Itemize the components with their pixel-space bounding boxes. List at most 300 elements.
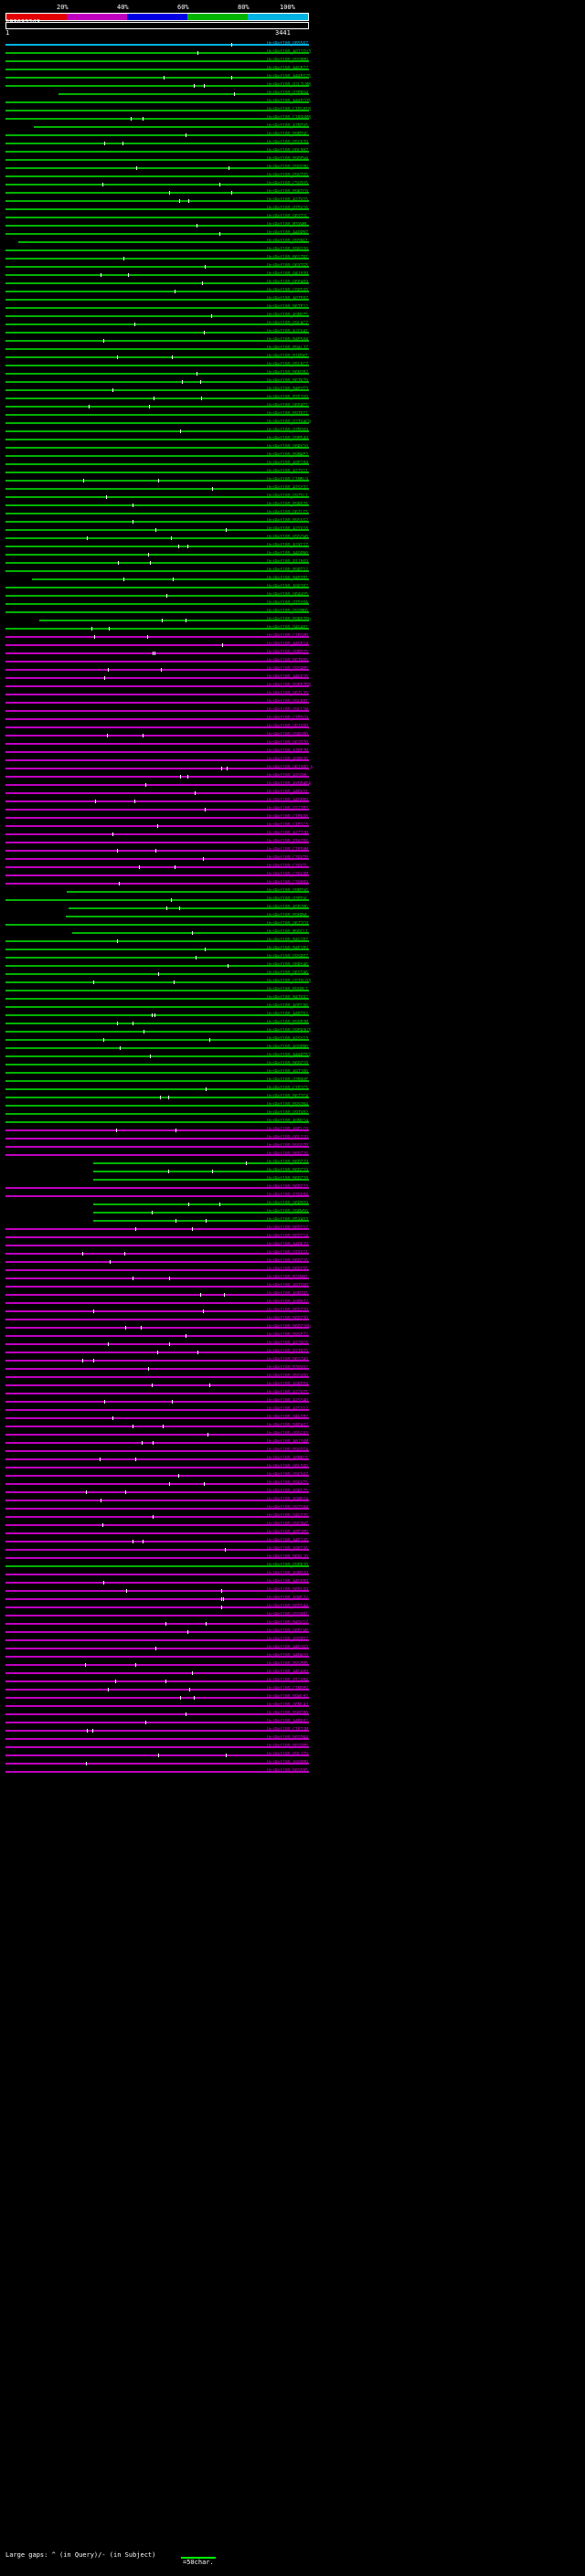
alignment-row[interactable]: [0, 846, 585, 854]
subject-label[interactable]: UniRef100_Q6Y71L: [267, 214, 308, 219]
subject-label[interactable]: UniRef100_C1MBL9: [267, 477, 308, 482]
alignment-row[interactable]: [0, 295, 585, 303]
alignment-row[interactable]: [0, 1389, 585, 1397]
subject-label[interactable]: UniRef100_Q4G401: [267, 625, 308, 631]
subject-label[interactable]: UniRef100_C1R9UM8: [267, 115, 311, 121]
subject-label[interactable]: UniRef100_A2YX18: [267, 526, 308, 532]
subject-label[interactable]: UniRef100_Q9C567: [267, 1472, 308, 1478]
alignment-row[interactable]: [0, 1002, 585, 1011]
subject-label[interactable]: UniRef100_A2SY40: [267, 1398, 308, 1404]
subject-label[interactable]: UniRef100_A4H418: [267, 1653, 308, 1659]
subject-label[interactable]: UniRef100_B6SDM5: [267, 1744, 308, 1749]
alignment-row[interactable]: [0, 1529, 585, 1537]
subject-label[interactable]: UniRef100_A9WDY4: [267, 1497, 308, 1502]
subject-label[interactable]: UniRef100_A9B036: [267, 757, 308, 762]
alignment-row[interactable]: [0, 1553, 585, 1562]
subject-label[interactable]: UniRef100_C1EDC9: [267, 716, 308, 721]
subject-label[interactable]: UniRef100_Q9ER20: [267, 1563, 308, 1568]
alignment-row[interactable]: [0, 1060, 585, 1068]
subject-label[interactable]: UniRef100_C3GVTB: [267, 855, 308, 861]
subject-label[interactable]: UniRef100_A2SY32: [267, 485, 308, 491]
subject-label[interactable]: UniRef100_C1EG818: [267, 107, 311, 112]
alignment-row[interactable]: [0, 575, 585, 583]
alignment-row[interactable]: [0, 1134, 585, 1142]
alignment-row[interactable]: [0, 1249, 585, 1257]
alignment-row[interactable]: [0, 945, 585, 953]
subject-label[interactable]: UniRef100_Q9M3V6: [267, 888, 308, 894]
subject-label[interactable]: UniRef100_B4FYT3: [267, 387, 308, 392]
alignment-row[interactable]: [0, 682, 585, 690]
subject-label[interactable]: UniRef100_Q9SRP7: [267, 954, 308, 959]
alignment-row[interactable]: [0, 970, 585, 978]
alignment-row[interactable]: [0, 131, 585, 139]
subject-label[interactable]: UniRef100_C1E7JM: [267, 1727, 308, 1733]
alignment-row[interactable]: [0, 1438, 585, 1447]
alignment-row[interactable]: [0, 1414, 585, 1422]
alignment-row[interactable]: [0, 336, 585, 345]
alignment-row[interactable]: [0, 172, 585, 180]
alignment-row[interactable]: [0, 1455, 585, 1463]
alignment-row[interactable]: [0, 65, 585, 73]
subject-label[interactable]: UniRef100_B6DZ28: [267, 1176, 308, 1182]
alignment-row[interactable]: [0, 1257, 585, 1266]
subject-label[interactable]: UniRef100_B6SZ43: [267, 1357, 308, 1362]
alignment-row[interactable]: [0, 838, 585, 846]
subject-label[interactable]: UniRef100_B9T8I1: [267, 411, 308, 417]
subject-label[interactable]: UniRef100_B6ZZC4: [267, 1094, 308, 1099]
alignment-row[interactable]: [0, 1701, 585, 1710]
subject-label[interactable]: UniRef100_A9ELC8: [267, 1127, 308, 1132]
alignment-row[interactable]: [0, 1405, 585, 1414]
alignment-row[interactable]: [0, 1397, 585, 1405]
alignment-row[interactable]: [0, 1751, 585, 1759]
subject-label[interactable]: UniRef100_B6N2B2: [267, 370, 308, 376]
subject-label[interactable]: UniRef100_Q9LRB1: [267, 699, 308, 705]
alignment-row[interactable]: [0, 1274, 585, 1282]
alignment-row[interactable]: [0, 896, 585, 904]
alignment-row[interactable]: [0, 328, 585, 336]
alignment-row[interactable]: [0, 213, 585, 221]
alignment-row[interactable]: [0, 1381, 585, 1389]
subject-label[interactable]: UniRef100_A4GB27: [267, 66, 308, 71]
subject-label[interactable]: UniRef100_A5B2MG: [267, 905, 308, 910]
subject-label[interactable]: UniRef100_A7PE7M: [267, 748, 308, 754]
subject-label[interactable]: UniRef100_A4SFB9: [267, 1579, 308, 1585]
subject-label[interactable]: UniRef100_P1J869: [267, 559, 308, 565]
subject-label[interactable]: UniRef100_A9TJ06: [267, 1069, 308, 1075]
alignment-row[interactable]: [0, 797, 585, 805]
subject-label[interactable]: UniRef100_B9SEM5: [267, 1661, 308, 1667]
subject-label[interactable]: UniRef100_B6TF12: [267, 304, 308, 310]
subject-label[interactable]: UniRef100_Q9SNG1: [267, 239, 308, 244]
alignment-row[interactable]: [0, 1422, 585, 1430]
alignment-row[interactable]: [0, 1447, 585, 1455]
alignment-row[interactable]: [0, 164, 585, 172]
alignment-row[interactable]: [0, 238, 585, 246]
subject-label[interactable]: UniRef100_Q75Y0A: [267, 600, 308, 606]
alignment-row[interactable]: [0, 1331, 585, 1340]
alignment-row[interactable]: [0, 1677, 585, 1685]
alignment-row[interactable]: [0, 937, 585, 945]
subject-label[interactable]: UniRef100_B6SD95: [267, 1768, 308, 1774]
subject-label[interactable]: UniRef100_A9PJ02: [267, 584, 308, 589]
alignment-row[interactable]: [0, 665, 585, 673]
subject-label[interactable]: UniRef100_Q6Z070: [267, 740, 308, 746]
alignment-row[interactable]: [0, 1759, 585, 1767]
subject-label[interactable]: UniRef100_B9EB7B8: [267, 683, 311, 688]
alignment-row[interactable]: [0, 1471, 585, 1479]
alignment-row[interactable]: [0, 279, 585, 287]
alignment-row[interactable]: [0, 616, 585, 624]
subject-label[interactable]: UniRef100_B4F504: [267, 337, 308, 343]
subject-label[interactable]: UniRef100_B6DZ23: [267, 1184, 308, 1190]
subject-label[interactable]: UniRef100_Q9TV02: [267, 1110, 308, 1116]
alignment-row[interactable]: [0, 57, 585, 65]
subject-label[interactable]: UniRef100_Q6XTG5: [267, 263, 308, 269]
subject-label[interactable]: UniRef100_Q5C639: [267, 140, 308, 145]
alignment-row[interactable]: [0, 706, 585, 715]
subject-label[interactable]: UniRef100_B6DZ29: [267, 1160, 308, 1165]
alignment-row[interactable]: [0, 731, 585, 739]
subject-label[interactable]: UniRef100_A0FC06: [267, 1003, 308, 1009]
alignment-row[interactable]: [0, 920, 585, 928]
alignment-row[interactable]: [0, 188, 585, 196]
alignment-row[interactable]: [0, 1578, 585, 1586]
subject-label[interactable]: UniRef100_Q9SBM9: [267, 58, 308, 63]
subject-label[interactable]: UniRef100_M3XWML: [267, 222, 308, 228]
alignment-row[interactable]: [0, 764, 585, 772]
subject-label[interactable]: UniRef100_A9FIX6: [267, 1546, 308, 1552]
alignment-row[interactable]: [0, 1545, 585, 1553]
alignment-row[interactable]: [0, 246, 585, 254]
subject-label[interactable]: UniRef100_A4BR82: [267, 1719, 308, 1724]
alignment-row[interactable]: [0, 312, 585, 320]
subject-label[interactable]: UniRef100_A4D1K9: [267, 1645, 308, 1650]
alignment-row[interactable]: [0, 780, 585, 789]
subject-label[interactable]: UniRef100_A2SY13: [267, 1036, 308, 1042]
alignment-row[interactable]: [0, 698, 585, 706]
alignment-row[interactable]: [0, 509, 585, 517]
alignment-row[interactable]: [0, 221, 585, 229]
alignment-row[interactable]: [0, 1595, 585, 1603]
subject-label[interactable]: UniRef100_B4FAQ2: [267, 1423, 308, 1428]
alignment-row[interactable]: [0, 410, 585, 419]
subject-label[interactable]: UniRef100_Q9SG93: [267, 1431, 308, 1436]
alignment-row[interactable]: [0, 402, 585, 410]
subject-label[interactable]: UniRef100_Q7M1K9: [267, 428, 308, 433]
subject-label[interactable]: UniRef100_B4FYB1: [267, 576, 308, 581]
subject-label[interactable]: UniRef100_Q5L6C7: [267, 362, 308, 367]
subject-label[interactable]: UniRef100_A2ZV15: [267, 197, 308, 203]
subject-label[interactable]: UniRef100_B6DZ18: [267, 1061, 308, 1066]
alignment-row[interactable]: [0, 1373, 585, 1381]
alignment-row[interactable]: [0, 451, 585, 460]
subject-label[interactable]: UniRef100_B6TKZ8: [267, 378, 308, 384]
subject-label[interactable]: UniRef100_Q9SMK6: [267, 609, 308, 614]
alignment-row[interactable]: [0, 98, 585, 106]
subject-label[interactable]: UniRef100_A4QPJ9: [267, 1242, 308, 1247]
subject-label[interactable]: UniRef100_B3VVQ2: [267, 1365, 308, 1371]
alignment-row[interactable]: [0, 550, 585, 558]
alignment-row[interactable]: [0, 953, 585, 961]
alignment-row[interactable]: [0, 1570, 585, 1578]
alignment-row[interactable]: [0, 205, 585, 213]
subject-label[interactable]: UniRef100_C3GV8M: [267, 872, 308, 877]
alignment-row[interactable]: [0, 854, 585, 863]
subject-label[interactable]: UniRef100_C3GVTL: [267, 864, 308, 869]
alignment-row[interactable]: [0, 1364, 585, 1373]
alignment-row[interactable]: [0, 1241, 585, 1249]
subject-label[interactable]: UniRef100_A4QPN7: [267, 230, 308, 236]
subject-label[interactable]: UniRef100_Q6AVU5: [267, 592, 308, 598]
subject-label[interactable]: UniRef100_B9R076: [267, 502, 308, 507]
alignment-row[interactable]: [0, 978, 585, 986]
alignment-row[interactable]: [0, 690, 585, 698]
alignment-row[interactable]: [0, 122, 585, 131]
alignment-row[interactable]: [0, 1126, 585, 1134]
subject-label[interactable]: UniRef100_A4GP18: [267, 674, 308, 680]
subject-label[interactable]: UniRef100_B6DZ28b: [267, 1324, 311, 1330]
subject-label[interactable]: UniRef100_B9MAE2: [267, 452, 308, 458]
subject-label[interactable]: UniRef100_A9NU14: [267, 1118, 308, 1124]
subject-label[interactable]: UniRef100_Q9SCW0: [267, 535, 308, 540]
subject-label[interactable]: UniRef100_Q3ERU4: [267, 90, 308, 96]
subject-label[interactable]: UniRef100_Q9LC1W: [267, 707, 308, 713]
alignment-row[interactable]: [0, 928, 585, 937]
alignment-row[interactable]: [0, 369, 585, 377]
alignment-row[interactable]: [0, 887, 585, 896]
alignment-row[interactable]: [0, 1167, 585, 1175]
subject-label[interactable]: UniRef100_Q3EDVL: [267, 896, 308, 902]
subject-label[interactable]: UniRef100_A9RS75: [267, 1489, 308, 1494]
subject-label[interactable]: UniRef100_B7FJY0: [267, 395, 308, 400]
subject-label[interactable]: UniRef100_A0TE07: [267, 296, 308, 302]
subject-label[interactable]: UniRef100_P16708: [267, 839, 308, 844]
alignment-row[interactable]: [0, 147, 585, 155]
alignment-row[interactable]: [0, 90, 585, 98]
subject-label[interactable]: UniRef100_B9GML1: [267, 987, 308, 992]
subject-label[interactable]: UniRef100_B6DZ17: [267, 1225, 308, 1231]
alignment-row[interactable]: [0, 1109, 585, 1118]
subject-label[interactable]: UniRef100_Q6L5R0: [267, 1464, 308, 1469]
alignment-row[interactable]: [0, 345, 585, 353]
subject-label[interactable]: UniRef100_A7N7V5: [267, 123, 308, 129]
subject-label[interactable]: UniRef100_A2Z72R: [267, 831, 308, 836]
alignment-row[interactable]: [0, 1710, 585, 1718]
alignment-row[interactable]: [0, 484, 585, 493]
subject-label[interactable]: UniRef100_B4F1BV: [267, 946, 308, 951]
subject-label[interactable]: UniRef100_B6DZ20: [267, 1308, 308, 1313]
subject-label[interactable]: UniRef100_Q9C9W7: [267, 1521, 308, 1527]
alignment-row[interactable]: [0, 435, 585, 443]
alignment-row[interactable]: [0, 1290, 585, 1299]
alignment-row[interactable]: [0, 476, 585, 484]
alignment-row[interactable]: [0, 986, 585, 994]
subject-label[interactable]: UniRef100_A2SY12: [267, 1406, 308, 1412]
subject-label[interactable]: UniRef100_Q4G3B2: [267, 1415, 308, 1420]
subject-label[interactable]: UniRef100_C1NDH9: [267, 1686, 308, 1691]
alignment-row[interactable]: [0, 1718, 585, 1726]
alignment-row[interactable]: [0, 1093, 585, 1101]
alignment-row[interactable]: [0, 789, 585, 797]
alignment-row[interactable]: [0, 73, 585, 81]
alignment-row[interactable]: [0, 567, 585, 575]
subject-label[interactable]: UniRef100_Q6Z2C8: [267, 921, 308, 927]
subject-label[interactable]: UniRef100_Q6ZLI5: [267, 510, 308, 515]
subject-label[interactable]: UniRef100_Q7XV11: [267, 1250, 308, 1256]
subject-label[interactable]: UniRef100_A9VRD7: [267, 1637, 308, 1642]
subject-label[interactable]: UniRef100_P3G6B4: [267, 1193, 308, 1198]
alignment-row[interactable]: [0, 1175, 585, 1183]
subject-label[interactable]: UniRef100_Q9QY8R: [267, 164, 308, 170]
alignment-row[interactable]: [0, 1463, 585, 1471]
subject-label[interactable]: UniRef100_Q2L7LM8: [267, 82, 311, 88]
subject-label[interactable]: UniRef100_B9WLH2: [267, 1694, 308, 1700]
subject-label[interactable]: UniRef100_Q75V16: [267, 206, 308, 211]
subject-label[interactable]: UniRef100_B9DB3M: [267, 1020, 308, 1025]
alignment-row[interactable]: [0, 1611, 585, 1619]
alignment-row[interactable]: [0, 813, 585, 822]
alignment-row[interactable]: [0, 155, 585, 164]
subject-label[interactable]: UniRef100_C1FKQ8: [267, 814, 308, 820]
subject-label[interactable]: UniRef100_Q9LJ79: [267, 1752, 308, 1757]
alignment-row[interactable]: [0, 1537, 585, 1545]
subject-label[interactable]: UniRef100_B9SVQ0: [267, 1373, 308, 1379]
alignment-row[interactable]: [0, 879, 585, 887]
subject-label[interactable]: UniRef100_A4ART62: [267, 1053, 311, 1058]
subject-label[interactable]: UniRef100_A2XC17: [267, 543, 308, 548]
alignment-row[interactable]: [0, 1636, 585, 1644]
subject-label[interactable]: UniRef100_A8NPC6: [267, 1456, 308, 1461]
subject-label[interactable]: UniRef100_A4GB14: [267, 641, 308, 647]
alignment-row[interactable]: [0, 715, 585, 723]
alignment-row[interactable]: [0, 1192, 585, 1200]
alignment-row[interactable]: [0, 386, 585, 394]
alignment-row[interactable]: [0, 822, 585, 830]
subject-label[interactable]: UniRef100_B6DLD9: [267, 1587, 308, 1593]
subject-label[interactable]: UniRef100_Q0L9H7: [267, 148, 308, 154]
alignment-row[interactable]: [0, 517, 585, 525]
subject-label[interactable]: UniRef100_A4AECO5: [267, 99, 311, 104]
alignment-row[interactable]: [0, 460, 585, 468]
alignment-row[interactable]: [0, 747, 585, 756]
alignment-row[interactable]: [0, 1044, 585, 1052]
subject-label[interactable]: UniRef100_A4AEO25: [267, 74, 311, 80]
alignment-row[interactable]: [0, 262, 585, 270]
subject-label[interactable]: UniRef100_B4G2P7: [267, 938, 308, 943]
subject-label[interactable]: UniRef100_B9RT12: [267, 567, 308, 573]
subject-label[interactable]: UniRef100_UP1000_: [267, 724, 311, 729]
subject-label[interactable]: UniRef100_C1EGM8: [267, 633, 308, 639]
subject-label[interactable]: UniRef100_B9SQN4: [267, 1102, 308, 1108]
alignment-row[interactable]: [0, 40, 585, 48]
alignment-row[interactable]: [0, 353, 585, 361]
alignment-row[interactable]: [0, 1693, 585, 1701]
alignment-row[interactable]: [0, 196, 585, 205]
subject-label[interactable]: UniRef100_Q6F4T1: [267, 403, 308, 408]
subject-label[interactable]: UniRef100_A2ZV25: [267, 1390, 308, 1395]
alignment-row[interactable]: [0, 229, 585, 238]
subject-label[interactable]: UniRef100_Q2Z3B3: [267, 806, 308, 811]
subject-label[interactable]: UniRef100_Q9SRM5: [267, 666, 308, 672]
alignment-row[interactable]: [0, 1299, 585, 1307]
alignment-row[interactable]: [0, 1603, 585, 1611]
subject-label[interactable]: UniRef100_Q41039: [267, 271, 308, 277]
alignment-row[interactable]: [0, 1266, 585, 1274]
alignment-row[interactable]: [0, 673, 585, 682]
alignment-row[interactable]: [0, 419, 585, 427]
alignment-row[interactable]: [0, 1521, 585, 1529]
alignment-row[interactable]: [0, 427, 585, 435]
subject-label[interactable]: UniRef100_Q9M325: [267, 650, 308, 655]
subject-label[interactable]: UniRef100_Q9ZSL1: [267, 493, 308, 499]
subject-label[interactable]: UniRef100_B9KTC8: [267, 189, 308, 195]
subject-label[interactable]: UniRef100_B1PDK1: [267, 354, 308, 359]
subject-label[interactable]: UniRef100_Q9ZSH4: [267, 1505, 308, 1511]
subject-label[interactable]: UniRef100_C3GH09: [267, 880, 308, 885]
alignment-row[interactable]: [0, 1118, 585, 1126]
alignment-row[interactable]: [0, 805, 585, 813]
alignment-row[interactable]: [0, 1076, 585, 1085]
subject-label[interactable]: UniRef100_A9F284: [267, 461, 308, 466]
alignment-row[interactable]: [0, 1512, 585, 1521]
subject-label[interactable]: UniRef100_C6T0L03: [267, 979, 311, 984]
alignment-row[interactable]: [0, 287, 585, 295]
subject-label[interactable]: UniRef100_A2ZRC8: [267, 1341, 308, 1346]
alignment-row[interactable]: [0, 1356, 585, 1364]
subject-label[interactable]: UniRef100_C5U3U5: [267, 181, 308, 186]
subject-label[interactable]: UniRef100_Q6F409: [267, 280, 308, 285]
alignment-row[interactable]: [0, 1743, 585, 1751]
alignment-row[interactable]: [0, 1019, 585, 1027]
subject-label[interactable]: UniRef100_A9NTR5: [267, 1291, 308, 1297]
subject-label[interactable]: UniRef100_P27R25: [267, 1349, 308, 1354]
alignment-row[interactable]: [0, 632, 585, 641]
subject-label[interactable]: UniRef100_A4QPN9: [267, 798, 308, 803]
alignment-row[interactable]: [0, 1159, 585, 1167]
subject-label[interactable]: UniRef100_A9QPNB: [267, 1044, 308, 1050]
subject-label[interactable]: UniRef100_B9SDZ0: [267, 1143, 308, 1149]
alignment-row[interactable]: [0, 534, 585, 542]
alignment-row[interactable]: [0, 591, 585, 599]
alignment-row[interactable]: [0, 1627, 585, 1636]
subject-label[interactable]: UniRef100_B6DZ14: [267, 1234, 308, 1239]
alignment-row[interactable]: [0, 270, 585, 279]
subject-label[interactable]: UniRef100_A9TOV0: [267, 1283, 308, 1288]
subject-label[interactable]: UniRef100_A9REE4: [267, 1382, 308, 1387]
subject-label[interactable]: UniRef100_B9ALJ7: [267, 345, 308, 351]
alignment-row[interactable]: [0, 830, 585, 838]
alignment-row[interactable]: [0, 81, 585, 90]
alignment-row[interactable]: [0, 863, 585, 871]
alignment-row[interactable]: [0, 1183, 585, 1192]
subject-label[interactable]: UniRef100_A4QPN0: [267, 551, 308, 557]
alignment-row[interactable]: [0, 303, 585, 312]
subject-label[interactable]: UniRef100_B6DZ19: [267, 1168, 308, 1173]
subject-label[interactable]: UniRef100_B2VWH1: [267, 1275, 308, 1280]
alignment-row[interactable]: [0, 1085, 585, 1093]
subject-label[interactable]: UniRef100_UP1000_b: [267, 765, 314, 770]
subject-label[interactable]: UniRef100_A8F2MS: [267, 1530, 308, 1535]
subject-label[interactable]: UniRef100_B6TN88: [267, 658, 308, 663]
alignment-row[interactable]: [0, 657, 585, 665]
subject-label[interactable]: UniRef100_A9NSD9: [267, 1571, 308, 1576]
subject-label[interactable]: UniRef100_Q2TV4C9: [267, 419, 311, 425]
alignment-row[interactable]: [0, 1430, 585, 1438]
alignment-row[interactable]: [0, 756, 585, 764]
subject-label[interactable]: UniRef100_B9H2B8: [267, 1711, 308, 1716]
alignment-row[interactable]: [0, 1488, 585, 1496]
